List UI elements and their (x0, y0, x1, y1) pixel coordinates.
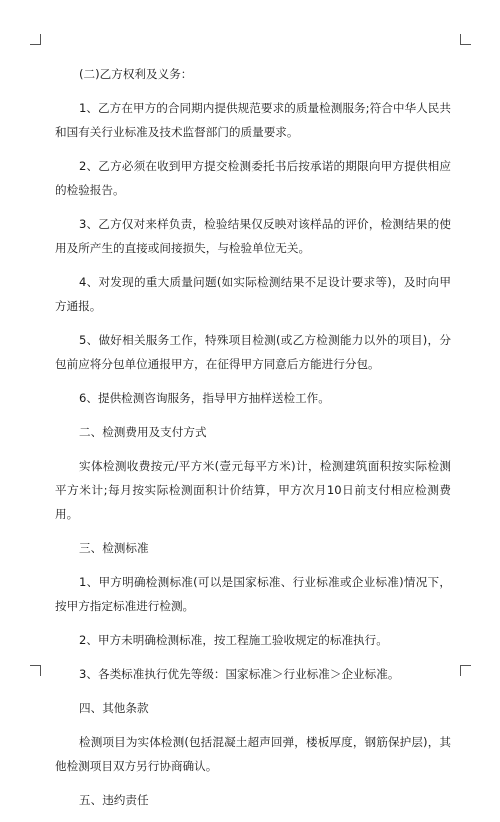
paragraph-fees: 实体检测收费按元/平方米(壹元每平方米)计，检测建筑面积按实际检测平方米计;每月按实际检测面积计价结算，甲方次月10日前支付相应检测费用。 (55, 459, 451, 521)
crop-mark-top-left (30, 34, 41, 45)
paragraph-standards-item-1: 1、甲方明确检测标准(可以是国家标准、行业标准或企业标准)情况下，按甲方指定标准进行检测。 (55, 575, 451, 613)
section-heading-other-terms: 四、其他条款 (79, 701, 149, 715)
paragraph-standards-item-2: 2、甲方未明确检测标准，按工程施工验收规定的标准执行。 (79, 633, 388, 647)
section-heading-party-b-rights: (二)乙方权利及义务： (79, 67, 193, 81)
section-heading-standards: 三、检测标准 (79, 541, 149, 555)
crop-mark-bottom-right (460, 665, 471, 676)
section-heading-liability: 五、违约责任 (79, 793, 149, 807)
paragraph-party-b-item-3: 3、乙方仅对来样负责，检验结果仅反映对该样品的评价，检测结果的使用及所产生的直接或间接损失，与检验单位无关。 (55, 217, 451, 255)
section-heading-fees: 二、检测费用及支付方式 (79, 425, 207, 439)
paragraph-party-b-item-4: 4、对发现的重大质量问题(如实际检测结果不足设计要求等)，及时向甲方通报。 (55, 275, 451, 313)
paragraph-party-b-item-2: 2、乙方必须在收到甲方提交检测委托书后按承诺的期限向甲方提供相应的检验报告。 (55, 159, 451, 197)
paragraph-standards-item-3: 3、各类标准执行优先等级：国家标准＞行业标准＞企业标准。 (79, 667, 400, 681)
crop-mark-bottom-left (30, 665, 41, 676)
crop-mark-top-right (460, 34, 471, 45)
paragraph-other-terms: 检测项目为实体检测(包括混凝土超声回弹，楼板厚度，钢筋保护层)，其他检测项目双方另行协商确认。 (55, 735, 451, 773)
paragraph-party-b-item-5: 5、做好相关服务工作，特殊项目检测(或乙方检测能力以外的项目)，分包前应将分包单位通报甲方，在征得甲方同意后方能进行分包。 (55, 333, 451, 371)
paragraph-party-b-item-6: 6、提供检测咨询服务，指导甲方抽样送检工作。 (79, 391, 330, 405)
document-body (55, 62, 451, 822)
paragraph-party-b-item-1: 1、乙方在甲方的合同期内提供规范要求的质量检测服务;符合中华人民共和国有关行业标准及技术监督部门的质量要求。 (55, 101, 451, 139)
